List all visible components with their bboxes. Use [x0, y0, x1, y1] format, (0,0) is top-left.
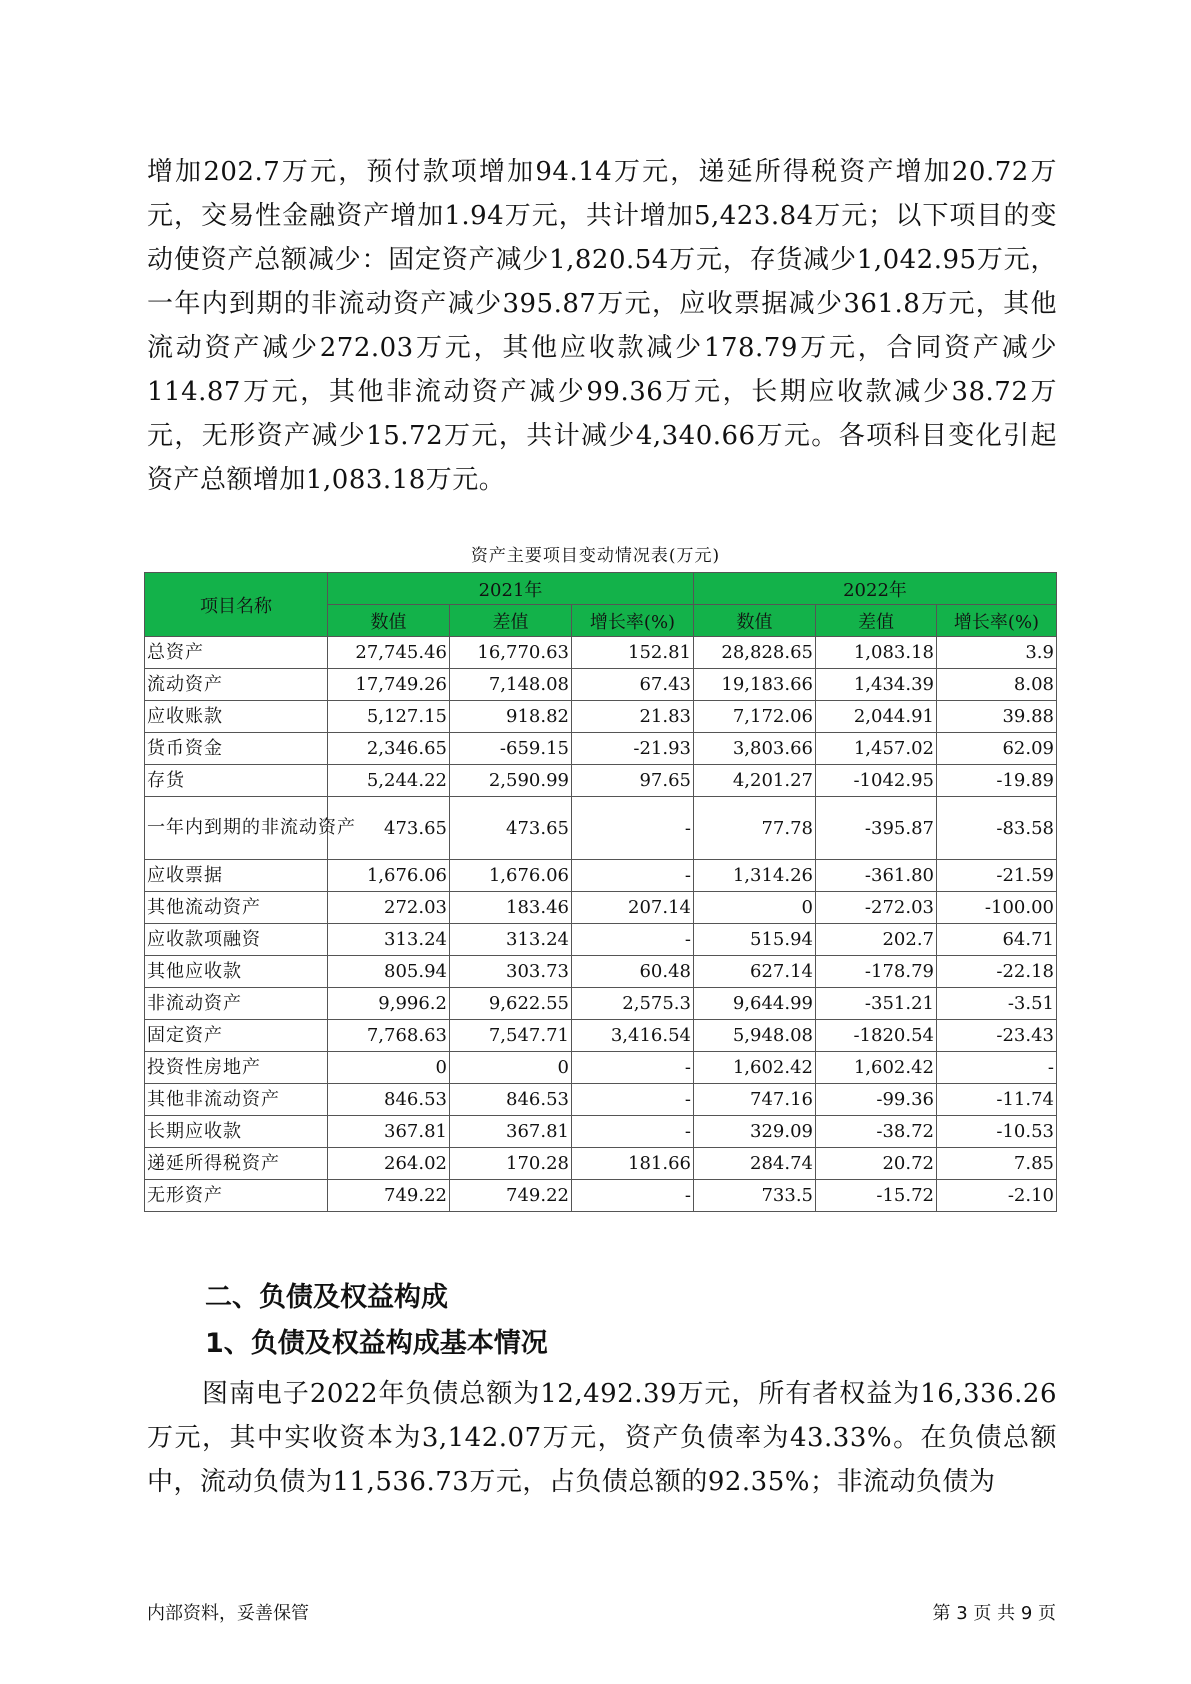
table-cell: 77.78: [694, 797, 816, 860]
table-cell: -272.03: [816, 892, 937, 924]
table-row: [145, 924, 1057, 956]
table-cell: 1,602.42: [816, 1052, 937, 1084]
table-cell: -659.15: [450, 733, 572, 765]
table-cell: -: [572, 1052, 694, 1084]
table-cell: -83.58: [937, 797, 1057, 860]
table-cell: -: [572, 797, 694, 860]
table-row: [145, 1116, 1057, 1148]
table-cell: 0: [450, 1052, 572, 1084]
table-cell: -: [572, 860, 694, 892]
section-heading: 二、负债及权益构成: [205, 1282, 448, 1313]
row-item-name: 无形资产: [145, 1180, 328, 1212]
table-cell: -1820.54: [816, 1020, 937, 1052]
table-cell: 749.22: [450, 1180, 572, 1212]
table-row: [145, 1020, 1057, 1052]
table-cell: 284.74: [694, 1148, 816, 1180]
table-cell: 9,996.2: [328, 988, 450, 1020]
table-cell: 264.02: [328, 1148, 450, 1180]
table-cell: -361.80: [816, 860, 937, 892]
table-row: [145, 1148, 1057, 1180]
row-item-name: 应收款项融资: [145, 924, 328, 956]
table-cell: 313.24: [328, 924, 450, 956]
table-cell: -11.74: [937, 1084, 1057, 1116]
table-cell: 515.94: [694, 924, 816, 956]
table-cell: 846.53: [328, 1084, 450, 1116]
table-cell: 5,244.22: [328, 765, 450, 797]
table-cell: 16,770.63: [450, 637, 572, 669]
header-value: 数值: [328, 605, 450, 637]
sub-heading: 1、负债及权益构成基本情况: [205, 1328, 548, 1359]
table-cell: 1,602.42: [694, 1052, 816, 1084]
table-cell: 181.66: [572, 1148, 694, 1180]
body-paragraph: 图南电子2022年负债总额为12,492.39万元，所有者权益为16,336.26万元，其中实收资本为3,142.07万元，资产负债率为43.33%。在负债总额中，流动负债为11,536.73万元，占负债总额的92.35%；非流动负债为: [147, 1379, 1057, 1497]
table-cell: 7.85: [937, 1148, 1057, 1180]
table-cell: -2.10: [937, 1180, 1057, 1212]
table-cell: -21.59: [937, 860, 1057, 892]
table-cell: 7,547.71: [450, 1020, 572, 1052]
table-cell: 3,416.54: [572, 1020, 694, 1052]
table-cell: -21.93: [572, 733, 694, 765]
row-item-name: 应收账款: [145, 701, 328, 733]
table-cell: -3.51: [937, 988, 1057, 1020]
table-row: [145, 637, 1057, 669]
table-cell: 20.72: [816, 1148, 937, 1180]
table-cell: -: [937, 1052, 1057, 1084]
footer-confidential-note: 内部资料，妥善保管: [147, 1603, 309, 1624]
table-cell: -100.00: [937, 892, 1057, 924]
table-cell: 1,083.18: [816, 637, 937, 669]
asset-change-table: [144, 572, 1057, 1212]
header-item-name: 项目名称: [145, 573, 328, 637]
row-item-name: 非流动资产: [145, 988, 328, 1020]
table-cell: 747.16: [694, 1084, 816, 1116]
table-cell: 8.08: [937, 669, 1057, 701]
table-cell: 7,768.63: [328, 1020, 450, 1052]
table-cell: 17,749.26: [328, 669, 450, 701]
row-item-name: 应收票据: [145, 860, 328, 892]
row-item-name: 一年内到期的非流动资产: [145, 797, 328, 860]
table-cell: 303.73: [450, 956, 572, 988]
row-item-name: 存货: [145, 765, 328, 797]
table-cell: 272.03: [328, 892, 450, 924]
row-item-name: 长期应收款: [145, 1116, 328, 1148]
table-cell: 9,622.55: [450, 988, 572, 1020]
header-value: 数值: [694, 605, 816, 637]
table-row: [145, 1052, 1057, 1084]
table-cell: 473.65: [450, 797, 572, 860]
table-cell: 3.9: [937, 637, 1057, 669]
table-row: [145, 669, 1057, 701]
table-row: [145, 1180, 1057, 1212]
intro-paragraph: 增加202.7万元，预付款项增加94.14万元，递延所得税资产增加20.72万元，交易性金融资产增加1.94万元，共计增加5,423.84万元；以下项目的变动使资产总额减少：固定资产减少1,820.54万元，存货减少1,042.95万元，一年内到期的非流动资产减少395.87万元，应收票据减少361.8万元，其他流动资产减少272.03万元，其他应收款减少178.79万元，合同资产减少114.87万元，其他非流动资产减少99.36万元，长期应收款减少38.72万元，无形资产减少15.72万元，共计减少4,340.66万元。各项科目变化引起资产总额增加1,083.18万元。: [147, 157, 1057, 495]
table-cell: 1,314.26: [694, 860, 816, 892]
table-cell: 2,575.3: [572, 988, 694, 1020]
table-cell: 67.43: [572, 669, 694, 701]
table-cell: 733.5: [694, 1180, 816, 1212]
table-cell: 202.7: [816, 924, 937, 956]
table-cell: 329.09: [694, 1116, 816, 1148]
table-row: [145, 988, 1057, 1020]
table-cell: 5,948.08: [694, 1020, 816, 1052]
header-year-2022: 2022年: [694, 573, 1057, 605]
header-difference: 差值: [816, 605, 937, 637]
table-cell: 7,172.06: [694, 701, 816, 733]
table-row: [145, 956, 1057, 988]
table-cell: 21.83: [572, 701, 694, 733]
table-cell: 27,745.46: [328, 637, 450, 669]
table-caption: 资产主要项目变动情况表(万元): [470, 546, 721, 566]
table-cell: 313.24: [450, 924, 572, 956]
header-year-2021: 2021年: [328, 573, 694, 605]
table-cell: -1042.95: [816, 765, 937, 797]
table-cell: 1,676.06: [328, 860, 450, 892]
table-cell: 3,803.66: [694, 733, 816, 765]
table-cell: 9,644.99: [694, 988, 816, 1020]
table-cell: 1,457.02: [816, 733, 937, 765]
table-cell: 627.14: [694, 956, 816, 988]
table-body: [145, 637, 1057, 1212]
row-item-name: 货币资金: [145, 733, 328, 765]
table-cell: 2,590.99: [450, 765, 572, 797]
table-cell: 183.46: [450, 892, 572, 924]
table-cell: 367.81: [328, 1116, 450, 1148]
table-cell: 64.71: [937, 924, 1057, 956]
table-cell: -395.87: [816, 797, 937, 860]
table-cell: 170.28: [450, 1148, 572, 1180]
header-difference: 差值: [450, 605, 572, 637]
table-cell: 5,127.15: [328, 701, 450, 733]
table-cell: -15.72: [816, 1180, 937, 1212]
table-cell: 749.22: [328, 1180, 450, 1212]
table-cell: -23.43: [937, 1020, 1057, 1052]
table-cell: 0: [694, 892, 816, 924]
row-item-name: 固定资产: [145, 1020, 328, 1052]
table-row: [145, 765, 1057, 797]
table-cell: 62.09: [937, 733, 1057, 765]
table-row: [145, 892, 1057, 924]
table-cell: -10.53: [937, 1116, 1057, 1148]
table-row: [145, 733, 1057, 765]
table-row: [145, 1084, 1057, 1116]
table-cell: -: [572, 924, 694, 956]
table-cell: 97.65: [572, 765, 694, 797]
table-cell: -19.89: [937, 765, 1057, 797]
table-cell: 39.88: [937, 701, 1057, 733]
row-item-name: 投资性房地产: [145, 1052, 328, 1084]
table-cell: 2,044.91: [816, 701, 937, 733]
table-cell: -22.18: [937, 956, 1057, 988]
row-item-name: 流动资产: [145, 669, 328, 701]
row-item-name: 总资产: [145, 637, 328, 669]
table-cell: -351.21: [816, 988, 937, 1020]
row-item-name: 其他流动资产: [145, 892, 328, 924]
table-row: [145, 860, 1057, 892]
table-cell: 0: [328, 1052, 450, 1084]
table-cell: 367.81: [450, 1116, 572, 1148]
footer-page-number: 第 3 页 共 9 页: [932, 1603, 1056, 1624]
table-cell: -: [572, 1116, 694, 1148]
table-cell: 19,183.66: [694, 669, 816, 701]
table-cell: -: [572, 1180, 694, 1212]
table-cell: 207.14: [572, 892, 694, 924]
table-cell: 1,434.39: [816, 669, 937, 701]
row-item-name: 其他非流动资产: [145, 1084, 328, 1116]
row-item-name: 递延所得税资产: [145, 1148, 328, 1180]
table-cell: 28,828.65: [694, 637, 816, 669]
table-cell: -99.36: [816, 1084, 937, 1116]
table-row: [145, 797, 1057, 860]
table-cell: 473.65: [328, 797, 450, 860]
header-growth-rate: 增长率(%): [572, 605, 694, 637]
table-cell: 805.94: [328, 956, 450, 988]
table-cell: 4,201.27: [694, 765, 816, 797]
table-cell: 152.81: [572, 637, 694, 669]
table-cell: 7,148.08: [450, 669, 572, 701]
table-cell: -178.79: [816, 956, 937, 988]
table-cell: 918.82: [450, 701, 572, 733]
table-cell: 1,676.06: [450, 860, 572, 892]
table-cell: 846.53: [450, 1084, 572, 1116]
table-cell: -38.72: [816, 1116, 937, 1148]
table-cell: 2,346.65: [328, 733, 450, 765]
row-item-name: 其他应收款: [145, 956, 328, 988]
table-cell: -: [572, 1084, 694, 1116]
header-growth-rate: 增长率(%): [937, 605, 1057, 637]
table-cell: 60.48: [572, 956, 694, 988]
table-row: [145, 701, 1057, 733]
